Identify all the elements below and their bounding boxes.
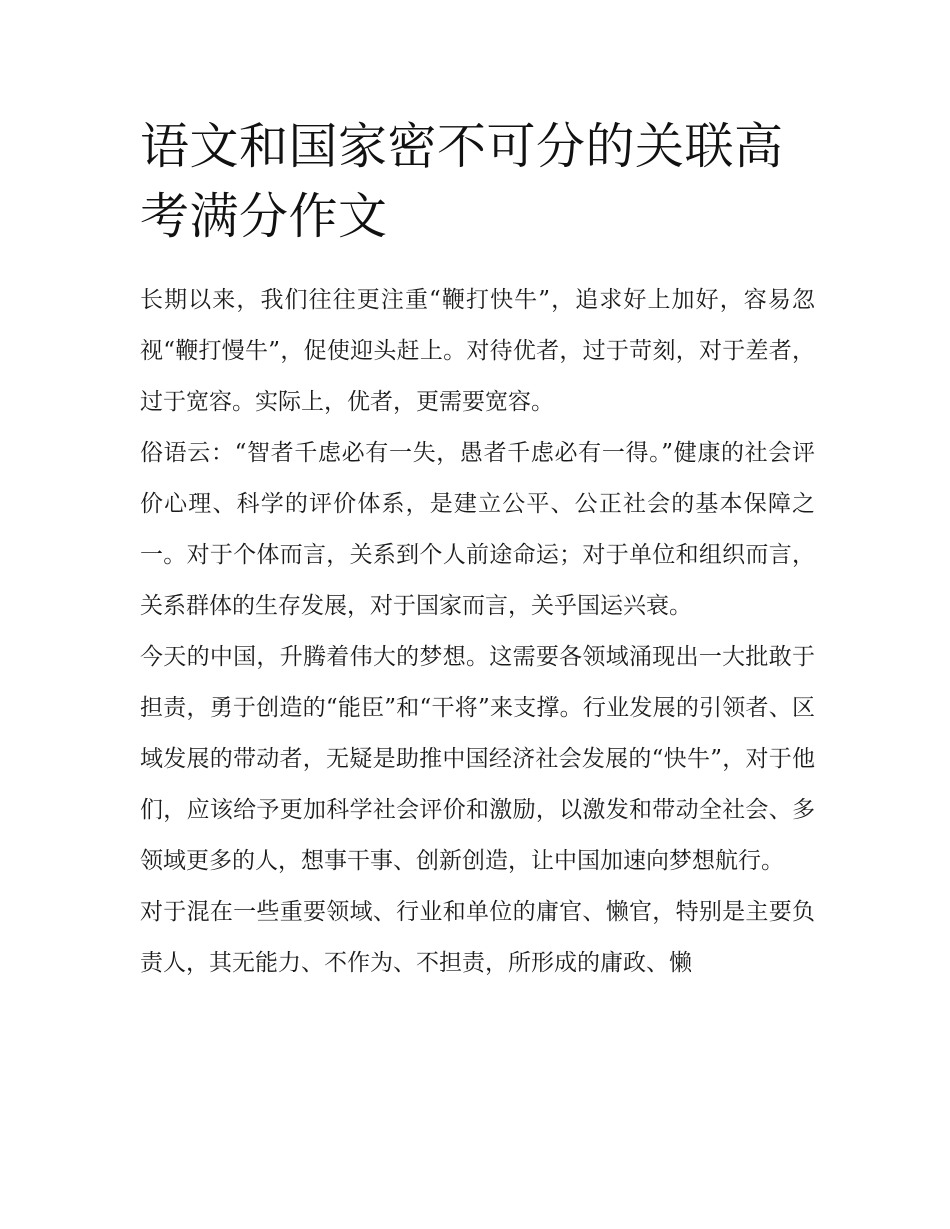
paragraph-4: 对于混在一些重要领域、行业和单位的庸官、懒官，特别是主要负责人，其无能力、不作为、不担责，所形成的庸政、懒 <box>140 899 815 976</box>
paragraph-1: 长期以来，我们往往更注重“鞭打快牛”，追求好上加好，容易忽视“鞭打慢牛”，促使迎头赶上。对待优者，过于苛刻，对于差者，过于宽容。实际上，优者，更需要宽容。 <box>140 287 815 415</box>
paragraph-2: 俗语云：“智者千虑必有一失，愚者千虑必有一得。”健康的社会评价心理、科学的评价体系，是建立公平、公正社会的基本保障之一。对于个体而言，关系到个人前途命运；对于单位和组织而言，关系群体的生存发展，对于国家而言，关乎国运兴衰。 <box>140 440 815 619</box>
page-title: 语文和国家密不可分的关联高考满分作文 <box>140 118 784 245</box>
article-body <box>140 275 815 989</box>
paragraph-3: 今天的中国，升腾着伟大的梦想。这需要各领域涌现出一大批敢于担责，勇于创造的“能臣”和“干将”来支撑。行业发展的引领者、区域发展的带动者，无疑是助推中国经济社会发展的“快牛”，对于他们，应该给予更加科学社会评价和激励，以激发和带动全社会、多领域更多的人，想事干事、创新创造，让中国加速向梦想航行。 <box>140 644 815 874</box>
